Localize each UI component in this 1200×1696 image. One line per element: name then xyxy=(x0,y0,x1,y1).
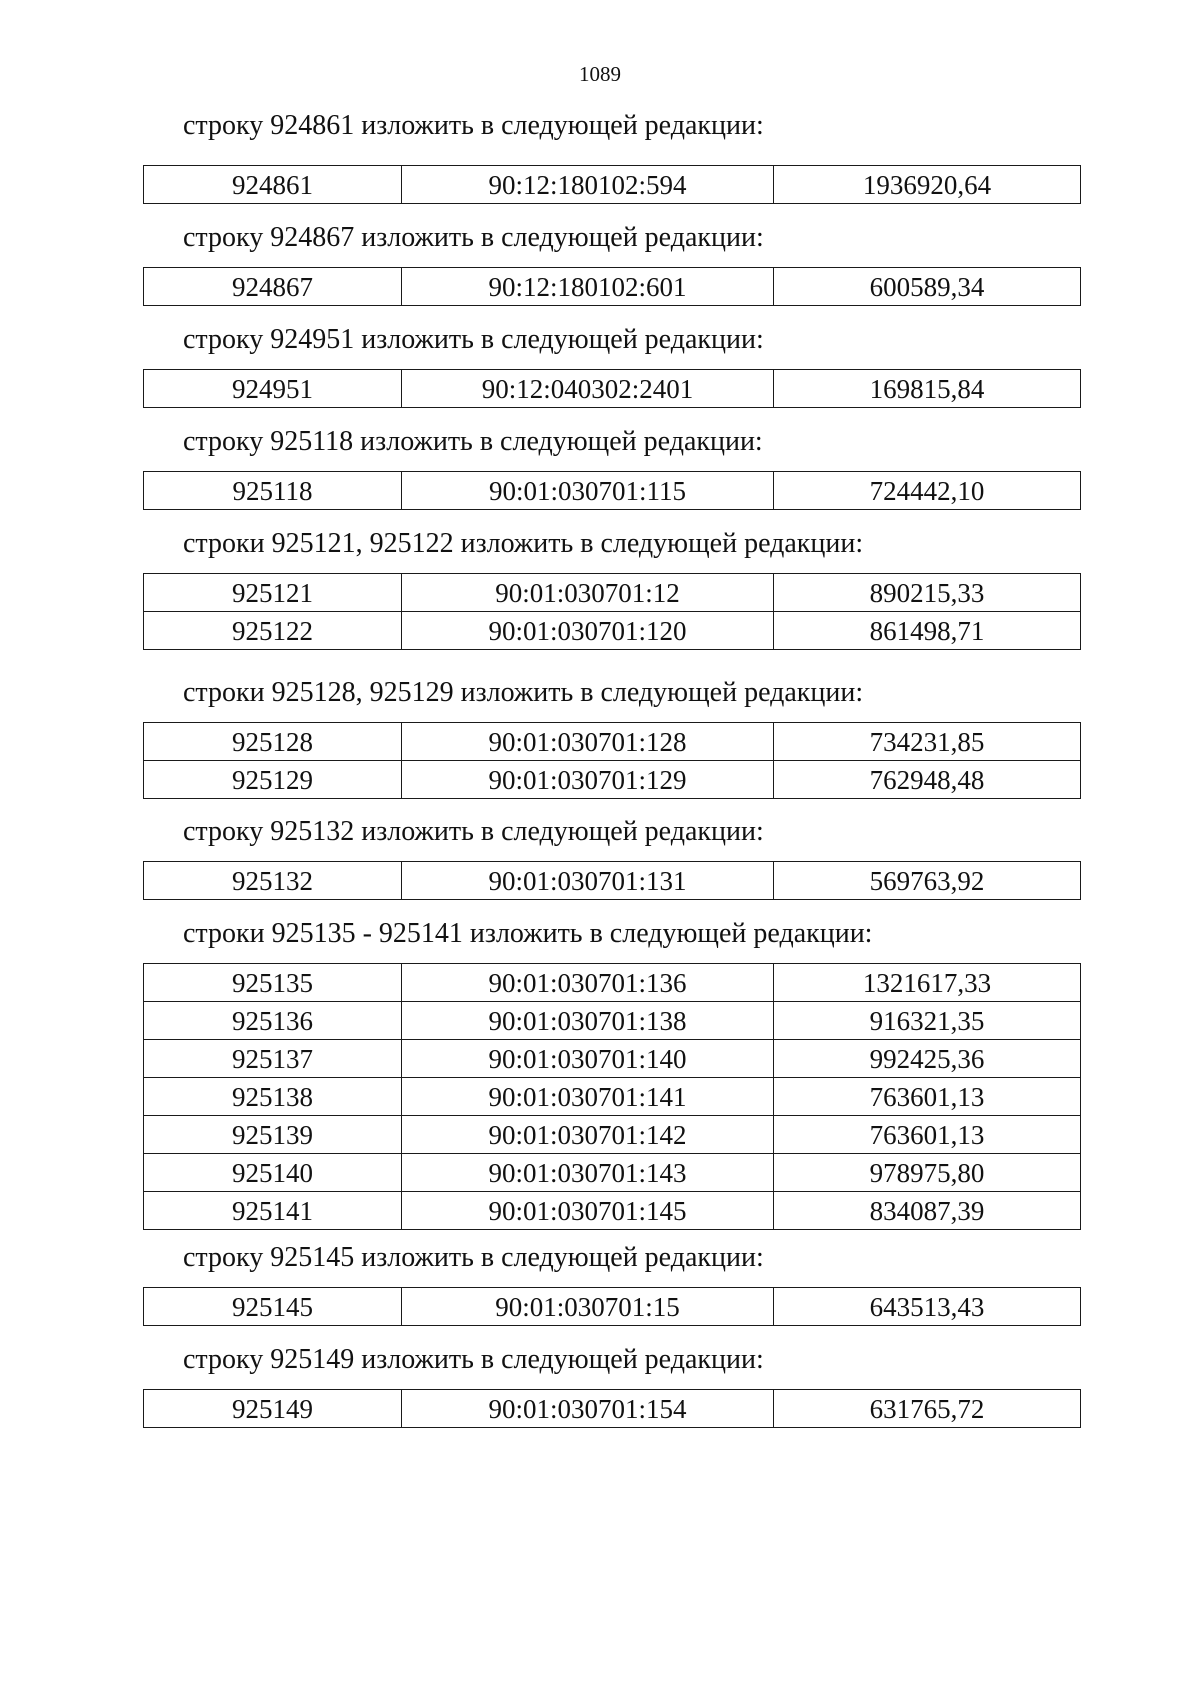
section-heading: строку 925149 изложить в следующей редакции: xyxy=(183,1344,764,1375)
section-heading: строку 925145 изложить в следующей редакции: xyxy=(183,1242,764,1273)
amendment-table xyxy=(143,267,1081,306)
table-row xyxy=(144,1116,1081,1154)
cadastral-number-cell: 90:01:030701:136 xyxy=(402,964,774,1002)
cadastral-number-cell: 90:01:030701:141 xyxy=(402,1078,774,1116)
table-row xyxy=(144,1040,1081,1078)
value-cell: 600589,34 xyxy=(774,268,1081,306)
row-number-cell: 925140 xyxy=(144,1154,402,1192)
amendment-table xyxy=(143,722,1081,799)
row-number-cell: 925139 xyxy=(144,1116,402,1154)
section-heading: строки 925128, 925129 изложить в следующей редакции: xyxy=(183,677,864,708)
row-number-cell: 925132 xyxy=(144,862,402,900)
table-row xyxy=(144,964,1081,1002)
cadastral-number-cell: 90:01:030701:138 xyxy=(402,1002,774,1040)
table-row xyxy=(144,166,1081,204)
row-number-cell: 925145 xyxy=(144,1288,402,1326)
table-row xyxy=(144,268,1081,306)
row-number-cell: 925137 xyxy=(144,1040,402,1078)
table-row xyxy=(144,723,1081,761)
row-number-cell: 925122 xyxy=(144,612,402,650)
table-row xyxy=(144,370,1081,408)
table-row xyxy=(144,761,1081,799)
value-cell: 916321,35 xyxy=(774,1002,1081,1040)
section-heading: строку 924951 изложить в следующей редакции: xyxy=(183,324,764,355)
value-cell: 834087,39 xyxy=(774,1192,1081,1230)
table-row xyxy=(144,472,1081,510)
amendment-table xyxy=(143,861,1081,900)
row-number-cell: 924861 xyxy=(144,166,402,204)
page-number: 1089 xyxy=(579,62,621,86)
value-cell: 569763,92 xyxy=(774,862,1081,900)
amendment-table xyxy=(143,1389,1081,1428)
row-number-cell: 925141 xyxy=(144,1192,402,1230)
row-number-cell: 925118 xyxy=(144,472,402,510)
cadastral-number-cell: 90:01:030701:120 xyxy=(402,612,774,650)
value-cell: 890215,33 xyxy=(774,574,1081,612)
row-number-cell: 925129 xyxy=(144,761,402,799)
amendment-table xyxy=(143,573,1081,650)
table-row xyxy=(144,574,1081,612)
amendment-table xyxy=(143,963,1081,1230)
amendment-table xyxy=(143,165,1081,204)
value-cell: 1321617,33 xyxy=(774,964,1081,1002)
cadastral-number-cell: 90:01:030701:140 xyxy=(402,1040,774,1078)
section-heading: строки 925135 - 925141 изложить в следующей редакции: xyxy=(183,918,873,949)
cadastral-number-cell: 90:01:030701:131 xyxy=(402,862,774,900)
table-row xyxy=(144,1192,1081,1230)
cadastral-number-cell: 90:01:030701:142 xyxy=(402,1116,774,1154)
table-row xyxy=(144,1390,1081,1428)
cadastral-number-cell: 90:01:030701:145 xyxy=(402,1192,774,1230)
value-cell: 762948,48 xyxy=(774,761,1081,799)
row-number-cell: 925135 xyxy=(144,964,402,1002)
amendment-table xyxy=(143,369,1081,408)
row-number-cell: 924951 xyxy=(144,370,402,408)
table-row xyxy=(144,1002,1081,1040)
value-cell: 861498,71 xyxy=(774,612,1081,650)
value-cell: 1936920,64 xyxy=(774,166,1081,204)
value-cell: 763601,13 xyxy=(774,1116,1081,1154)
value-cell: 169815,84 xyxy=(774,370,1081,408)
value-cell: 724442,10 xyxy=(774,472,1081,510)
cadastral-number-cell: 90:01:030701:128 xyxy=(402,723,774,761)
value-cell: 631765,72 xyxy=(774,1390,1081,1428)
value-cell: 992425,36 xyxy=(774,1040,1081,1078)
section-heading: строку 924861 изложить в следующей редакции: xyxy=(183,110,764,141)
table-row xyxy=(144,1154,1081,1192)
cadastral-number-cell: 90:12:180102:594 xyxy=(402,166,774,204)
section-heading: строку 925118 изложить в следующей редакции: xyxy=(183,426,763,457)
amendment-table xyxy=(143,1287,1081,1326)
section-heading: строку 925132 изложить в следующей редакции: xyxy=(183,816,764,847)
value-cell: 763601,13 xyxy=(774,1078,1081,1116)
cadastral-number-cell: 90:01:030701:143 xyxy=(402,1154,774,1192)
cadastral-number-cell: 90:12:180102:601 xyxy=(402,268,774,306)
cadastral-number-cell: 90:01:030701:115 xyxy=(402,472,774,510)
table-row xyxy=(144,1288,1081,1326)
cadastral-number-cell: 90:12:040302:2401 xyxy=(402,370,774,408)
row-number-cell: 925138 xyxy=(144,1078,402,1116)
value-cell: 643513,43 xyxy=(774,1288,1081,1326)
section-heading: строки 925121, 925122 изложить в следующей редакции: xyxy=(183,528,864,559)
row-number-cell: 925121 xyxy=(144,574,402,612)
value-cell: 978975,80 xyxy=(774,1154,1081,1192)
row-number-cell: 925128 xyxy=(144,723,402,761)
value-cell: 734231,85 xyxy=(774,723,1081,761)
cadastral-number-cell: 90:01:030701:12 xyxy=(402,574,774,612)
row-number-cell: 924867 xyxy=(144,268,402,306)
amendment-table xyxy=(143,471,1081,510)
row-number-cell: 925149 xyxy=(144,1390,402,1428)
section-heading: строку 924867 изложить в следующей редакции: xyxy=(183,222,764,253)
cadastral-number-cell: 90:01:030701:15 xyxy=(402,1288,774,1326)
table-row xyxy=(144,1078,1081,1116)
table-row xyxy=(144,612,1081,650)
cadastral-number-cell: 90:01:030701:129 xyxy=(402,761,774,799)
cadastral-number-cell: 90:01:030701:154 xyxy=(402,1390,774,1428)
row-number-cell: 925136 xyxy=(144,1002,402,1040)
table-row xyxy=(144,862,1081,900)
